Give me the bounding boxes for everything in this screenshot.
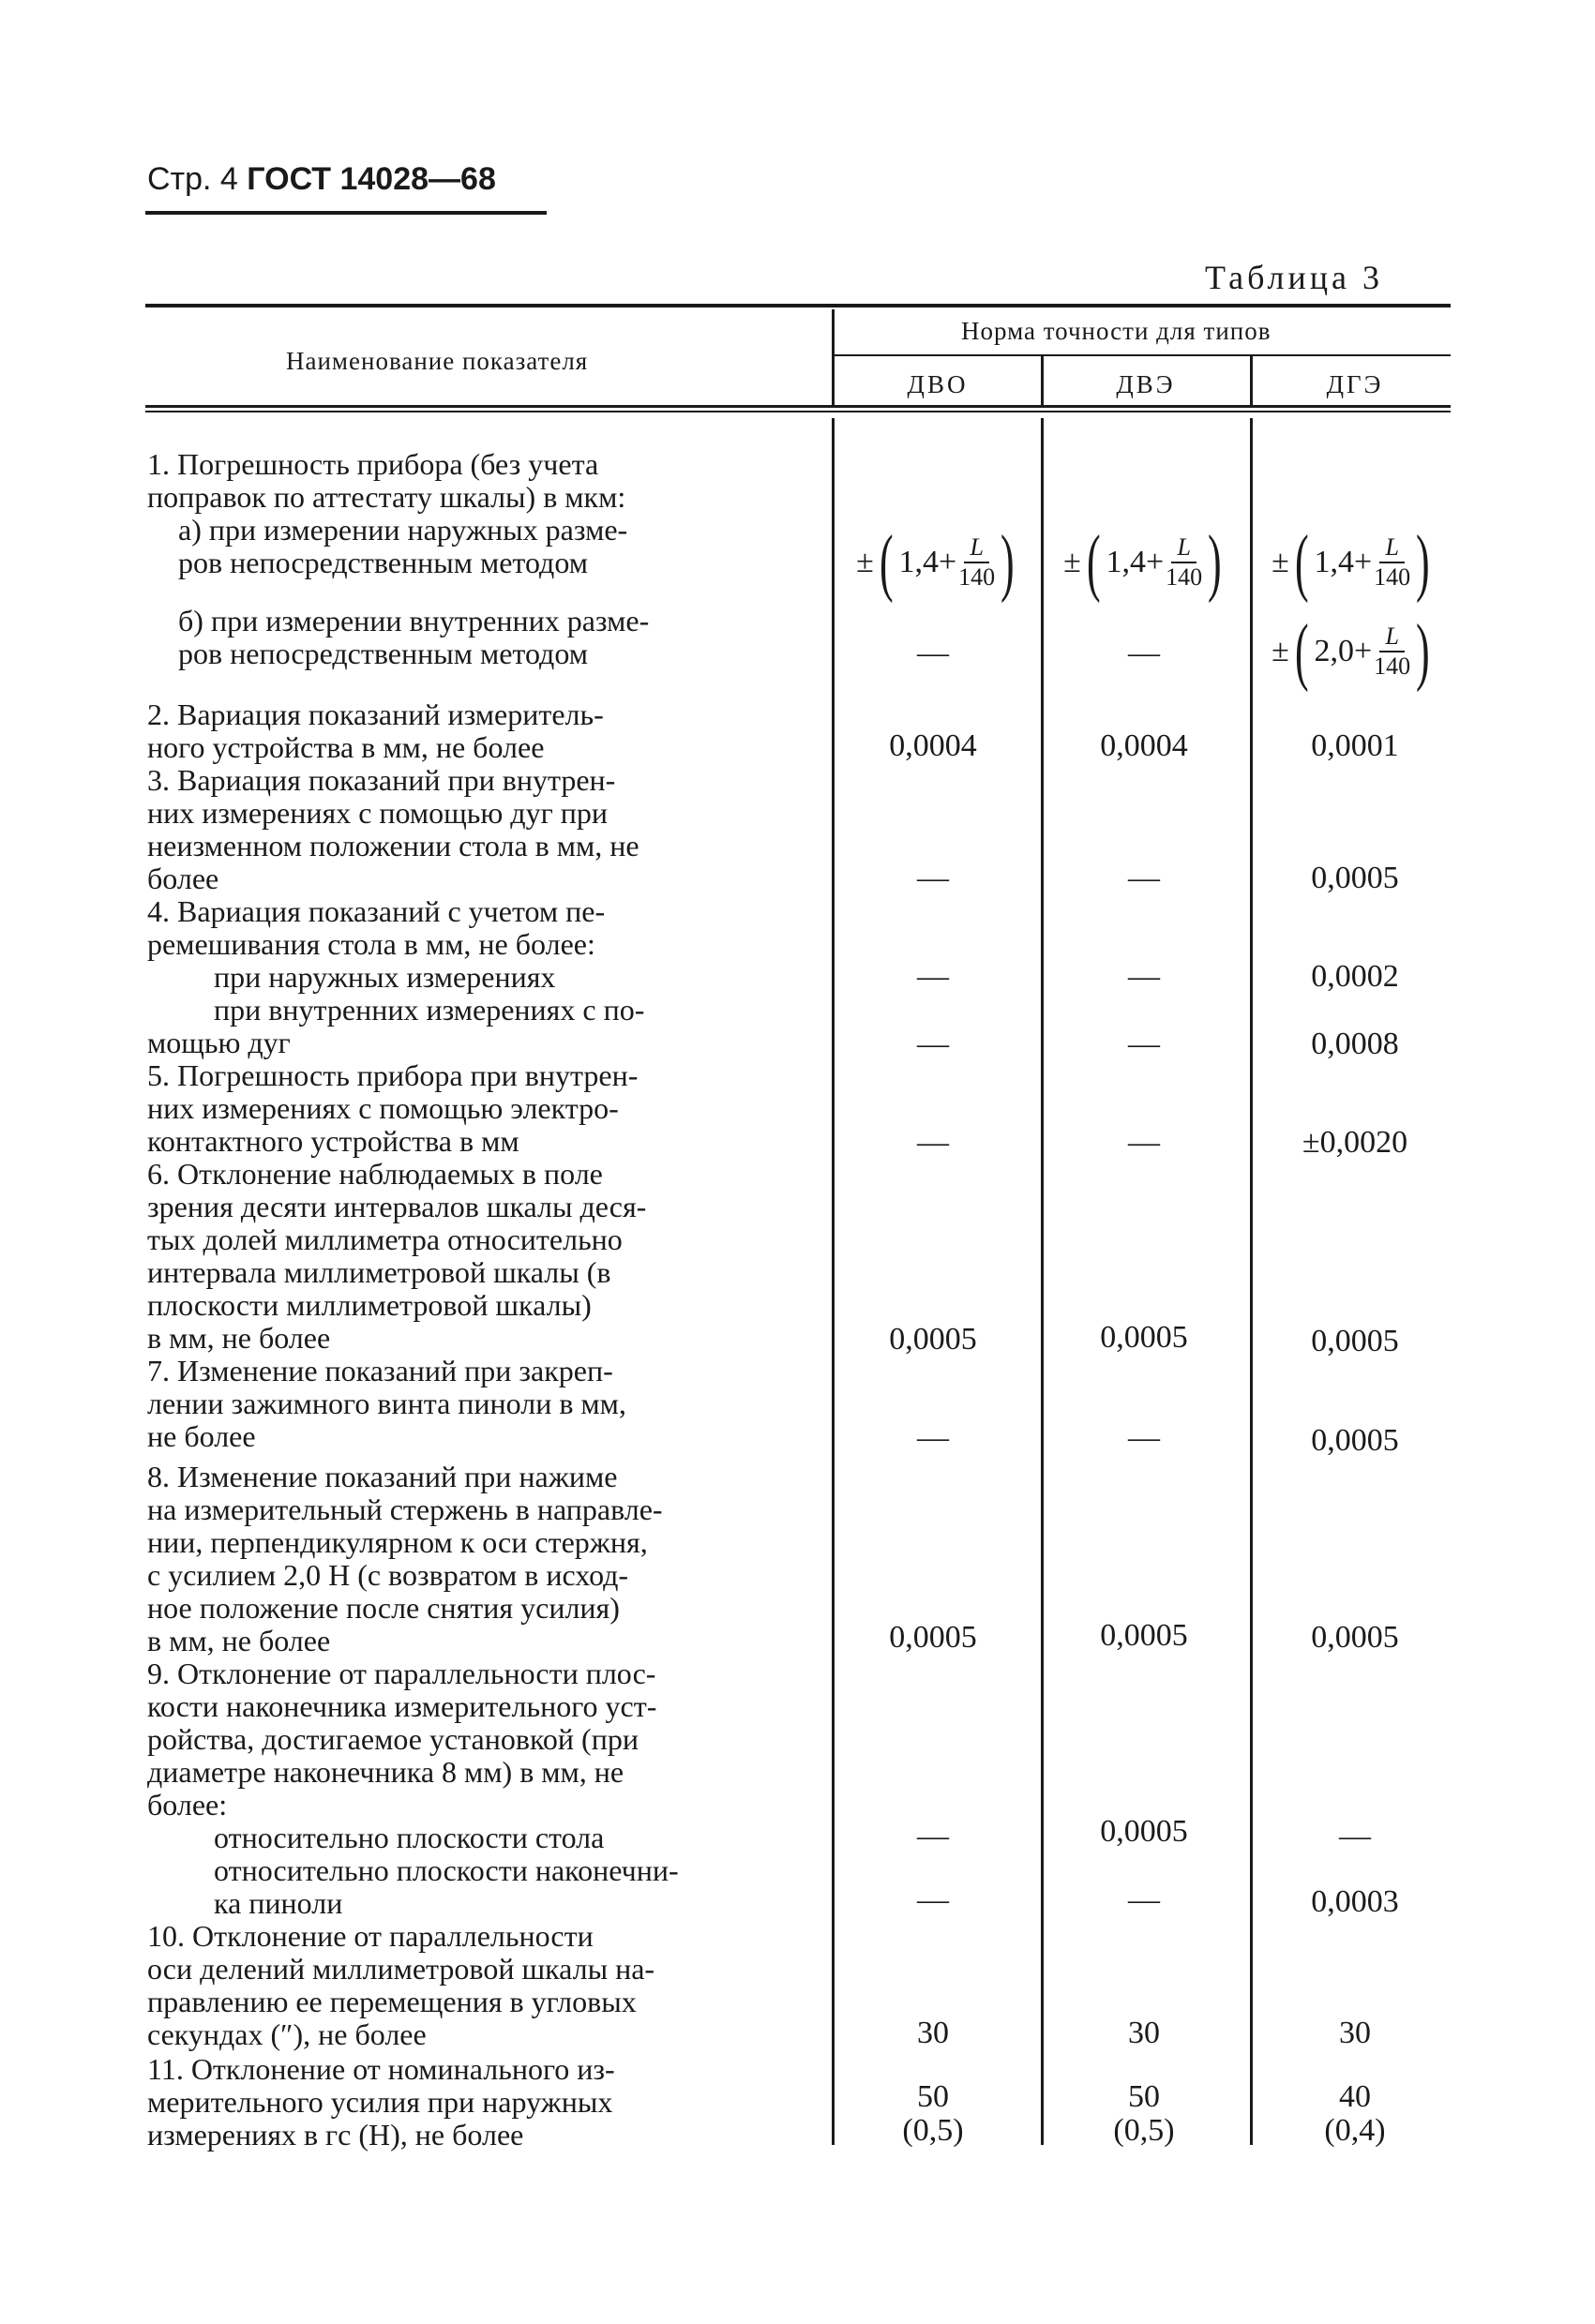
- row-1-desc: [147, 448, 797, 514]
- row-9-line-1: 9. Отклонение от параллельности плос-: [147, 1657, 656, 1690]
- formula-base: 2,0+: [1314, 634, 1373, 668]
- row-6-line-6: в мм, не более: [147, 1321, 331, 1355]
- row-4b-line-1: при внутренних измерениях с по-: [214, 993, 645, 1027]
- row-5-dve: —: [1128, 1125, 1160, 1160]
- row-9-desc: [147, 1657, 797, 1822]
- row-9b-dve: —: [1128, 1882, 1160, 1917]
- row-10-line-3: правлению ее перемещения в угловых: [147, 1985, 637, 2018]
- column-header-dvo: ДВО: [907, 370, 969, 398]
- row-1b-line-1: б) при измерении внутренних разме-: [178, 604, 650, 637]
- row-2-desc: [147, 698, 797, 764]
- row-8-line-4: с усилием 2,0 Н (с возвратом в исход-: [147, 1558, 629, 1592]
- formula-numerator: L: [1379, 622, 1404, 652]
- row-1a-desc: [178, 514, 797, 579]
- row-9-line-2: кости наконечника измерительного уст-: [147, 1689, 657, 1723]
- formula-numerator: L: [964, 533, 988, 563]
- row-3-dvo: —: [917, 861, 949, 895]
- row-5-dge: ±0,0020: [1302, 1125, 1408, 1160]
- row-4-line-2: ремешивания стола в мм, не более:: [147, 927, 595, 961]
- row-2-line-2: ного устройства в мм, не более: [147, 730, 545, 764]
- body-divider-1: [832, 418, 835, 2145]
- row-11-line-3: измерениях в гс (Н), не более: [147, 2118, 524, 2152]
- row-2-line-1: 2. Вариация показаний измеритель-: [147, 697, 604, 731]
- row-1b-line-2: ров непосредственным методом: [178, 637, 588, 670]
- group-rule: [835, 354, 1451, 356]
- row-9b-dge: 0,0003: [1311, 1884, 1399, 1919]
- column-divider-2: [1041, 356, 1044, 407]
- row-1a-line-1: а) при измерении наружных разме-: [178, 513, 628, 547]
- row-7-dve: —: [1128, 1420, 1160, 1455]
- row-9a-line-1: относительно плоскости стола: [214, 1821, 605, 1854]
- formula-denominator: 140: [1374, 652, 1411, 680]
- row-9-line-5: более:: [147, 1788, 228, 1822]
- row-5-dvo: —: [917, 1125, 949, 1160]
- row-3-dve: —: [1128, 861, 1160, 895]
- row-3-line-2: них измерениях с помощью дуг при: [147, 796, 608, 830]
- row-10-dve: 30: [1128, 2016, 1160, 2050]
- row-4a-dvo: —: [917, 959, 949, 994]
- plus-minus: ±: [856, 545, 874, 579]
- row-11-desc: [147, 2053, 797, 2152]
- row-6-line-4: интервала миллиметровой шкалы (в: [147, 1255, 611, 1289]
- formula-numerator: L: [1379, 533, 1404, 563]
- row-6-dvo: 0,0005: [889, 1322, 977, 1357]
- row-9-line-4: диаметре наконечника 8 мм) в мм, не: [147, 1755, 624, 1789]
- row-11-line-1: 11. Отклонение от номинального из-: [147, 2052, 615, 2086]
- row-9b-line-2: ка пиноли: [214, 1886, 343, 1920]
- row-1b-dve: —: [1128, 636, 1160, 670]
- head-bottom-rule-2: [145, 411, 1451, 412]
- plus-minus: ±: [1271, 634, 1289, 668]
- row-1a-dvo-formula: ± ( 1,4+ $\frac{L}{140}$ ): [856, 521, 1015, 604]
- row-7-line-2: лении зажимного винта пиноли в мм,: [147, 1387, 626, 1420]
- row-6-dve: 0,0005: [1100, 1320, 1188, 1355]
- row-10-dge: 30: [1339, 2016, 1371, 2050]
- row-5-line-1: 5. Погрешность прибора при внутрен-: [147, 1058, 639, 1092]
- row-8-desc: [147, 1461, 797, 1657]
- head-bottom-rule: [145, 405, 1451, 408]
- row-9-line-3: ройства, достигаемое установкой (при: [147, 1722, 639, 1756]
- row-8-dve: 0,0005: [1100, 1618, 1188, 1653]
- row-4b-dve: —: [1128, 1027, 1160, 1061]
- row-3-desc: [147, 764, 797, 895]
- row-4b-dge: 0,0008: [1311, 1027, 1399, 1061]
- row-11-line-2: мерительного усилия при наружных: [147, 2085, 613, 2119]
- row-1-line-2: поправок по аттестату шкалы) в мкм:: [147, 480, 626, 514]
- row-6-line-3: тых долей миллиметра относительно: [147, 1222, 623, 1256]
- column-divider-3: [1250, 356, 1253, 407]
- row-9b-dvo: —: [917, 1882, 949, 1917]
- row-1a-dve-formula: ± ( 1,4+ $\frac{L}{140}$ ): [1063, 521, 1222, 604]
- row-4b-line-2: мощью дуг: [147, 1026, 291, 1059]
- row-5-desc: [147, 1059, 797, 1158]
- row-4-line-1: 4. Вариация показаний с учетом пе-: [147, 894, 606, 928]
- column-header-name: Наименование показателя: [286, 347, 589, 375]
- row-7-dge: 0,0005: [1311, 1423, 1399, 1458]
- standard-number: ГОСТ 14028—68: [247, 161, 496, 197]
- plus-minus: ±: [1063, 545, 1081, 579]
- formula-base: 1,4+: [1106, 545, 1165, 579]
- formula-base: 1,4+: [898, 545, 957, 579]
- row-9a-dvo: —: [917, 1819, 949, 1853]
- body-divider-2: [1041, 418, 1044, 2145]
- row-1a-line-2: ров непосредственным методом: [178, 546, 588, 579]
- row-9b-desc: [147, 1854, 797, 1920]
- row-7-desc: [147, 1355, 797, 1453]
- row-7-line-1: 7. Изменение показаний при закреп-: [147, 1354, 613, 1387]
- row-10-dvo: 30: [917, 2016, 949, 2050]
- row-7-dvo: —: [917, 1420, 949, 1455]
- row-10-desc: [147, 1920, 797, 2051]
- page-header: [147, 161, 496, 198]
- row-2-dve: 0,0004: [1100, 728, 1188, 763]
- formula-numerator: L: [1171, 533, 1196, 563]
- table-caption: Таблица 3: [1205, 259, 1383, 296]
- row-8-dge: 0,0005: [1311, 1620, 1399, 1655]
- row-1b-dvo: —: [917, 636, 949, 670]
- row-8-dvo: 0,0005: [889, 1620, 977, 1655]
- row-4b-dvo: —: [917, 1027, 949, 1061]
- row-5-line-3: контактного устройства в мм: [147, 1124, 519, 1158]
- row-6-dge: 0,0005: [1311, 1324, 1399, 1358]
- row-4-desc: [147, 895, 797, 961]
- row-9a-dve: 0,0005: [1100, 1814, 1188, 1849]
- row-4a-dge: 0,0002: [1311, 959, 1399, 994]
- row-11-dve: 50: [1128, 2079, 1160, 2114]
- row-4a-line-1: при наружных измерениях: [214, 960, 556, 994]
- column-header-group: Норма точности для типов: [961, 317, 1271, 345]
- formula-denominator: 140: [1166, 563, 1203, 591]
- row-3-line-3: неизменном положении стола в мм, не: [147, 829, 640, 862]
- row-4a-desc: [214, 961, 797, 994]
- row-1a-dge-formula: ± ( 1,4+ $\frac{L}{140}$ ): [1271, 521, 1430, 604]
- row-3-dge: 0,0005: [1311, 861, 1399, 895]
- formula-base: 1,4+: [1314, 545, 1373, 579]
- row-11-dvo-newton: (0,5): [902, 2113, 964, 2148]
- row-5-line-2: них измерениях с помощью электро-: [147, 1091, 619, 1125]
- row-10-line-2: оси делений миллиметровой шкалы на-: [147, 1952, 655, 1986]
- row-11-dge-newton: (0,4): [1324, 2113, 1386, 2148]
- row-2-dvo: 0,0004: [889, 728, 977, 763]
- formula-denominator: 140: [958, 563, 996, 591]
- row-8-line-3: нии, перпендикулярном к оси стержня,: [147, 1525, 648, 1559]
- row-8-line-5: ное положение после снятия усилия): [147, 1591, 620, 1625]
- row-6-desc: [147, 1158, 797, 1355]
- row-11-dve-newton: (0,5): [1113, 2113, 1175, 2148]
- row-6-line-5: плоскости миллиметровой шкалы): [147, 1288, 592, 1322]
- plus-minus: ±: [1271, 545, 1289, 579]
- column-header-dve: ДВЭ: [1116, 370, 1176, 398]
- formula-denominator: 140: [1374, 563, 1411, 591]
- row-10-line-1: 10. Отклонение от параллельности: [147, 1919, 594, 1953]
- row-9a-desc: [214, 1822, 797, 1854]
- row-8-line-2: на измерительный стержень в направле-: [147, 1492, 663, 1526]
- row-4a-dve: —: [1128, 959, 1160, 994]
- table-top-rule: [145, 304, 1451, 307]
- page-number: Стр. 4: [147, 161, 238, 197]
- row-2-dge: 0,0001: [1311, 728, 1399, 763]
- row-8-line-6: в мм, не более: [147, 1624, 331, 1657]
- header-rule: [145, 211, 547, 215]
- row-3-line-1: 3. Вариация показаний при внутрен-: [147, 763, 616, 797]
- row-3-line-4: более: [147, 862, 219, 895]
- column-divider-1: [832, 309, 835, 407]
- row-6-line-2: зрения десяти интервалов шкалы деся-: [147, 1190, 647, 1223]
- row-4b-desc: [147, 994, 797, 1059]
- row-9b-line-1: относительно плоскости наконечни-: [214, 1853, 679, 1887]
- row-1b-dge-formula: ± ( 2,0+ $\frac{L}{140}$ ): [1271, 610, 1430, 693]
- row-11-dge: 40: [1339, 2079, 1371, 2114]
- column-header-dge: ДГЭ: [1326, 370, 1384, 398]
- row-10-line-4: секундах (″), не более: [147, 2017, 427, 2051]
- row-1b-desc: [178, 605, 797, 670]
- row-11-dvo: 50: [917, 2079, 949, 2114]
- row-8-line-1: 8. Изменение показаний при нажиме: [147, 1460, 618, 1493]
- row-7-line-3: не более: [147, 1419, 256, 1453]
- row-9a-dge: —: [1339, 1819, 1371, 1853]
- row-6-line-1: 6. Отклонение наблюдаемых в поле: [147, 1157, 603, 1191]
- row-1-line-1: 1. Погрешность прибора (без учета: [147, 447, 599, 481]
